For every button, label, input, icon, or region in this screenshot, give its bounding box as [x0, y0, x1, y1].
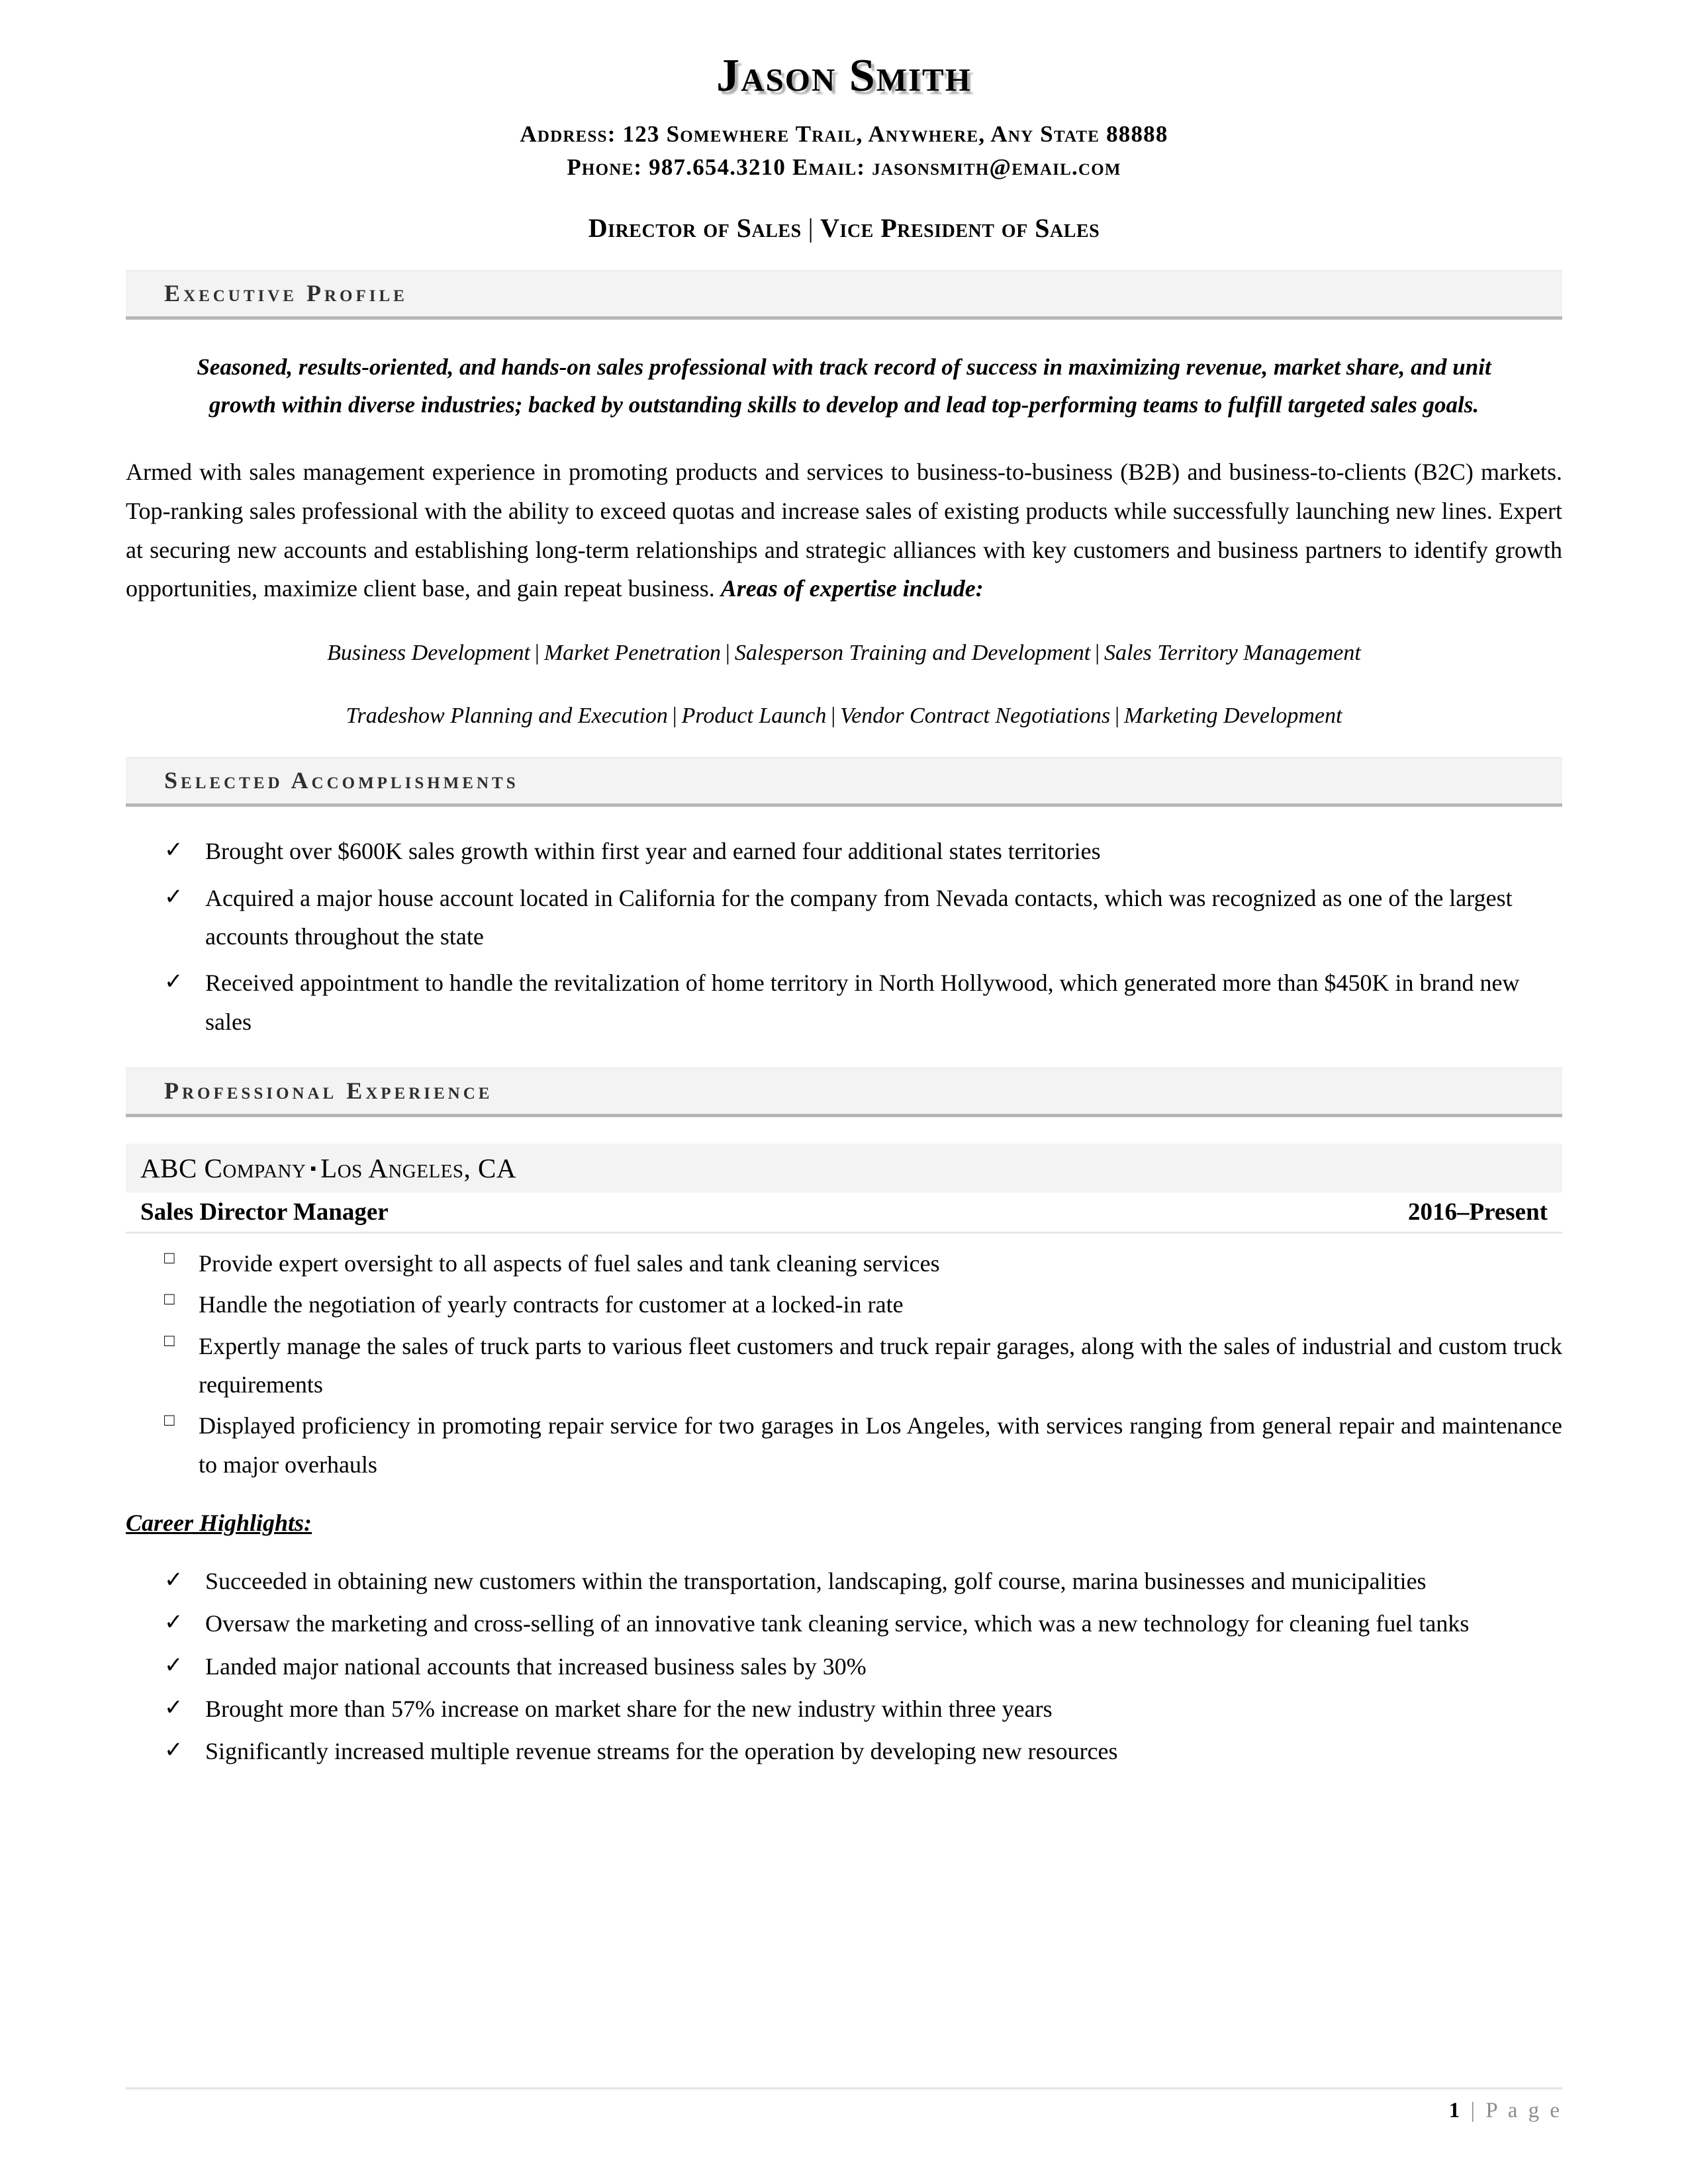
page-title: Jason Smith — [716, 50, 972, 101]
check-mark-icon: ✓ — [164, 970, 183, 995]
expertise-separator: | — [1095, 641, 1100, 666]
list-item-text: Oversaw the marketing and cross-selling of an innovative tank cleaning service, which was a new technology for cleaning fuel tanks — [205, 1610, 1470, 1637]
list-item-text: Landed major national accounts that increased business sales by 30% — [205, 1653, 867, 1680]
contact-phone-email-line: Phone: 987.654.3210 Email: jasonsmith@email.com — [567, 154, 1121, 181]
job-title: Sales Director Manager — [140, 1199, 389, 1226]
list-item-text: Provide expert oversight to all aspects of fuel sales and tank cleaning services — [199, 1250, 940, 1277]
expertise-item: Marketing Development — [1124, 703, 1342, 728]
company-name: ABC Company — [140, 1153, 306, 1183]
list-item — [126, 1732, 1562, 1770]
company-location: Los Angeles, CA — [320, 1153, 516, 1183]
career-highlights-heading: Career Highlights: — [126, 1509, 312, 1536]
target-title-right: Vice President of Sales — [820, 213, 1100, 243]
footer-page-label: P a g e — [1485, 2099, 1562, 2122]
list-item — [126, 1244, 1562, 1283]
list-item-text: Displayed proficiency in promoting repair service for two garages in Los Angeles, with services ranging from general repair and maintenance to major overhauls — [199, 1412, 1562, 1478]
job-duties-list — [126, 1244, 1562, 1484]
areas-of-expertise-row-1 — [126, 636, 1562, 671]
footer-page-number: 1 — [1448, 2099, 1463, 2122]
list-item — [126, 1647, 1562, 1686]
expertise-item: Product Launch — [681, 703, 827, 728]
company-header — [126, 1144, 1562, 1193]
expertise-item: Business Development — [327, 641, 531, 666]
list-item-text: Significantly increased multiple revenue streams for the operation by developing new resources — [205, 1738, 1118, 1765]
expertise-item: Market Penetration — [543, 641, 722, 666]
check-mark-icon: ✓ — [164, 1610, 183, 1635]
list-item — [126, 832, 1562, 870]
expertise-separator: | — [672, 703, 677, 728]
check-mark-icon: ✓ — [164, 1653, 183, 1678]
expertise-separator: | — [831, 703, 836, 728]
profile-statement: Seasoned, results-oriented, and hands-on sales professional with track record of success in maximizing revenue, market share, and unit growth within diverse industries; backed by outstanding skills to develop and lead top-performing teams to fulfill targeted sales goals. — [197, 354, 1491, 418]
profile-paragraph — [126, 453, 1562, 608]
accomplishments-list — [126, 832, 1562, 1041]
check-mark-icon: ✓ — [164, 838, 183, 863]
hollow-square-icon: □ — [164, 1248, 175, 1267]
expertise-separator: | — [726, 641, 730, 666]
section-header-selected-accomplishments: Selected Accomplishments — [126, 757, 1562, 807]
expertise-item: Vendor Contract Negotiations — [840, 703, 1111, 728]
company-separator-icon: ▪ — [310, 1159, 317, 1178]
list-item-text: Brought more than 57% increase on market share for the new industry within three years — [205, 1695, 1053, 1722]
list-item — [126, 964, 1562, 1041]
list-item-text: Acquired a major house account located in California for the company from Nevada contacts, which was recognized as one of the largest accounts throughout the state — [205, 884, 1513, 950]
check-mark-icon: ✓ — [164, 1695, 183, 1720]
contact-address-line: Address: 123 Somewhere Trail, Anywhere, Any State 88888 — [520, 120, 1168, 147]
list-item — [126, 1406, 1562, 1484]
career-highlights-list — [126, 1562, 1562, 1771]
job-title-row — [126, 1193, 1562, 1234]
expertise-separator: | — [535, 641, 539, 666]
expertise-item: Tradeshow Planning and Execution — [346, 703, 668, 728]
footer-separator: | — [1470, 2099, 1478, 2122]
list-item — [126, 1285, 1562, 1324]
profile-paragraph-main: Armed with sales management experience in promoting products and services to business-to-business (B2B) and business-to-clients (B2C) markets. Top-ranking sales professional with the ability to exceed quotas and increase sales of existing products while successfully launching new lines. Expert at securing new accounts and establishing long-term relationships and strategic alliances with key customers and business partners to identify growth opportunities, maximize client base, and gain repeat business. — [126, 459, 1562, 602]
job-dates: 2016–Present — [1408, 1199, 1548, 1226]
list-item — [126, 1690, 1562, 1728]
hollow-square-icon: □ — [164, 1289, 175, 1309]
list-item-text: Succeeded in obtaining new customers within the transportation, landscaping, golf course, marina businesses and municipalities — [205, 1567, 1427, 1594]
check-mark-icon: ✓ — [164, 1738, 183, 1763]
check-mark-icon: ✓ — [164, 884, 183, 909]
list-item — [126, 879, 1562, 956]
list-item-text: Expertly manage the sales of truck parts to various fleet customers and truck repair garages, along with the sales of industrial and custom truck requirements — [199, 1332, 1562, 1398]
section-header-professional-experience: Professional Experience — [126, 1068, 1562, 1117]
expertise-separator: | — [1115, 703, 1120, 728]
hollow-square-icon: □ — [164, 1410, 175, 1430]
list-item-text: Received appointment to handle the revitalization of home territory in North Hollywood, which generated more than $450K in brand new sales — [205, 970, 1520, 1035]
target-job-title — [126, 212, 1562, 244]
list-item — [126, 1604, 1562, 1643]
expertise-item: Sales Territory Management — [1104, 641, 1361, 666]
list-item-text: Brought over $600K sales growth within first year and earned four additional states territories — [205, 838, 1101, 865]
list-item — [126, 1327, 1562, 1404]
page-footer — [126, 2087, 1562, 2123]
list-item — [126, 1562, 1562, 1600]
profile-paragraph-lead-in: Areas of expertise include: — [720, 575, 984, 602]
expertise-item: Salesperson Training and Development — [734, 641, 1091, 666]
areas-of-expertise-row-2 — [126, 699, 1562, 734]
target-title-separator: | — [808, 213, 814, 243]
section-header-executive-profile: Executive Profile — [126, 270, 1562, 320]
list-item-text: Handle the negotiation of yearly contracts for customer at a locked-in rate — [199, 1291, 904, 1318]
check-mark-icon: ✓ — [164, 1567, 183, 1592]
target-title-left: Director of Sales — [588, 213, 802, 243]
hollow-square-icon: □ — [164, 1330, 175, 1350]
